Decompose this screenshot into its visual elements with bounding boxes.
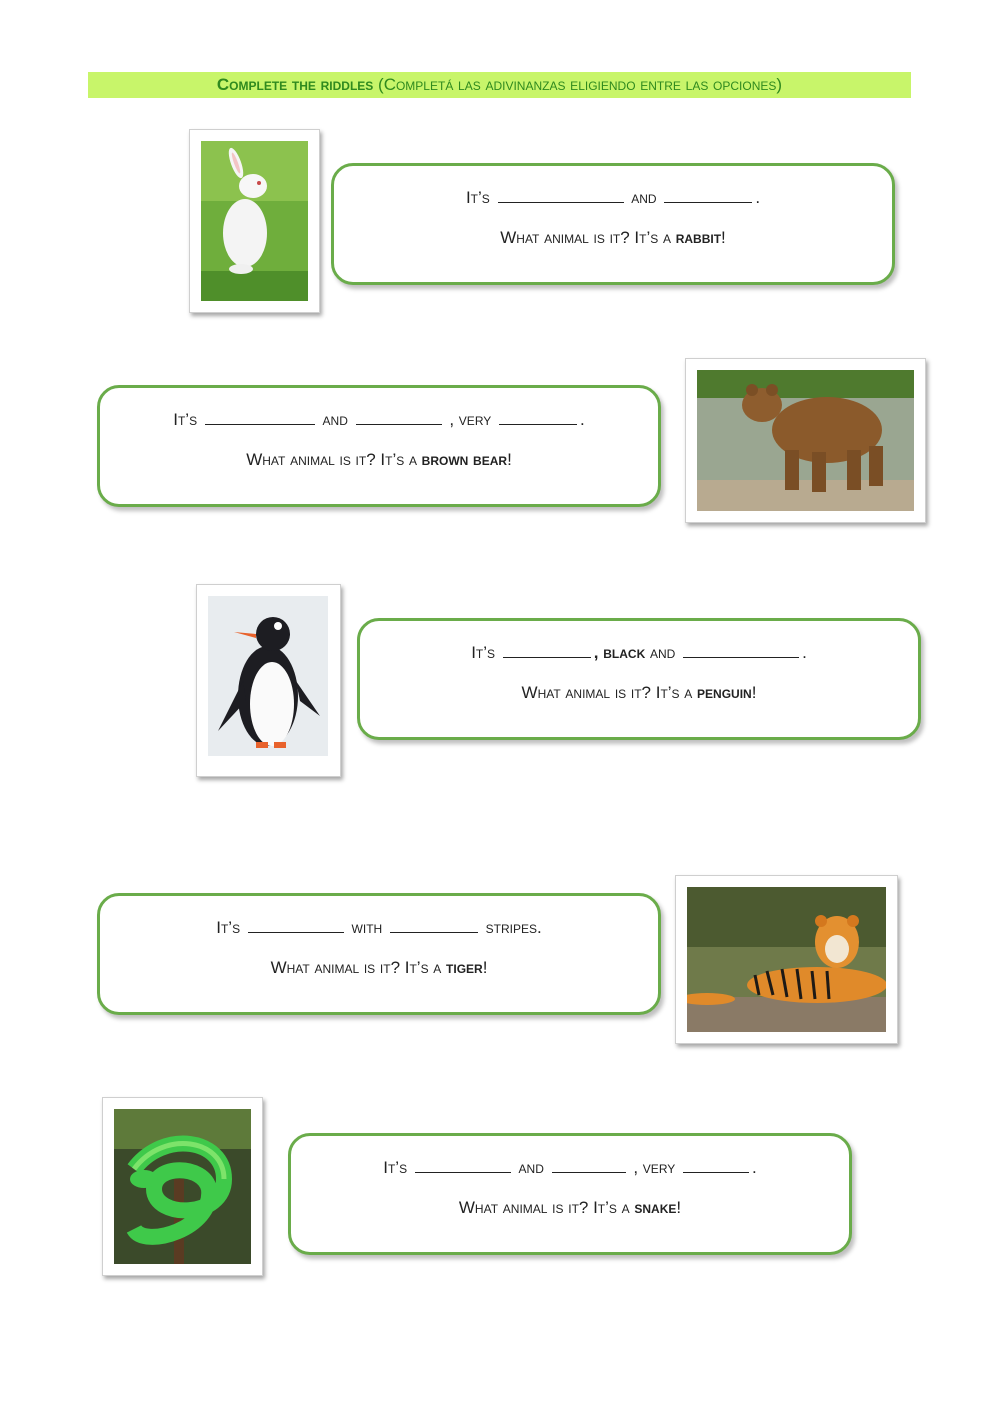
- animal-answer: penguin: [697, 683, 752, 702]
- animal-answer: rabbit: [675, 228, 722, 247]
- riddle-box-snake: [288, 1133, 852, 1255]
- riddle-question: What animal is it? It’s a snake!: [458, 1198, 682, 1217]
- riddle-line: It’s and , very .: [173, 410, 585, 429]
- title-subtitle: (Completá las adivinanzas eligiendo entre las opciones): [373, 75, 783, 94]
- brown-bear-photo: [685, 358, 926, 523]
- answer-blank[interactable]: [552, 1158, 626, 1173]
- riddle-line: It’s , black and .: [471, 643, 807, 662]
- answer-blank[interactable]: [498, 188, 624, 203]
- riddle-question: What animal is it? It’s a rabbit!: [500, 228, 726, 247]
- riddle-question: What animal is it? It’s a tiger!: [270, 958, 488, 977]
- title-main: Complete the riddles: [216, 75, 374, 94]
- answer-blank[interactable]: [499, 410, 577, 425]
- answer-blank[interactable]: [503, 643, 591, 658]
- animal-answer: snake: [634, 1198, 677, 1217]
- answer-blank[interactable]: [683, 1158, 749, 1173]
- answer-blank[interactable]: [683, 643, 799, 658]
- riddle-line: It’s with stripes.: [216, 918, 542, 937]
- riddle-question: What animal is it? It’s a brown bear!: [246, 450, 512, 469]
- riddle-line: It’s and .: [465, 188, 761, 207]
- riddle-box-tiger: [97, 893, 661, 1015]
- penguin-photo: [196, 584, 341, 777]
- animal-answer: brown bear: [421, 450, 508, 469]
- riddle-question: What animal is it? It’s a penguin!: [521, 683, 757, 702]
- answer-blank[interactable]: [248, 918, 344, 933]
- riddle-box-penguin: [357, 618, 921, 740]
- snake-photo: [102, 1097, 263, 1276]
- rabbit-photo: [189, 129, 320, 313]
- answer-blank[interactable]: [390, 918, 478, 933]
- tiger-photo: [675, 875, 898, 1044]
- answer-blank[interactable]: [664, 188, 752, 203]
- worksheet-title: [88, 72, 911, 98]
- answer-blank[interactable]: [205, 410, 315, 425]
- riddle-box-brown-bear: [97, 385, 661, 507]
- answer-blank[interactable]: [415, 1158, 511, 1173]
- riddle-box-rabbit: [331, 163, 895, 285]
- animal-answer: tiger: [446, 958, 483, 977]
- riddle-line: It’s and , very .: [383, 1158, 757, 1177]
- answer-blank[interactable]: [356, 410, 442, 425]
